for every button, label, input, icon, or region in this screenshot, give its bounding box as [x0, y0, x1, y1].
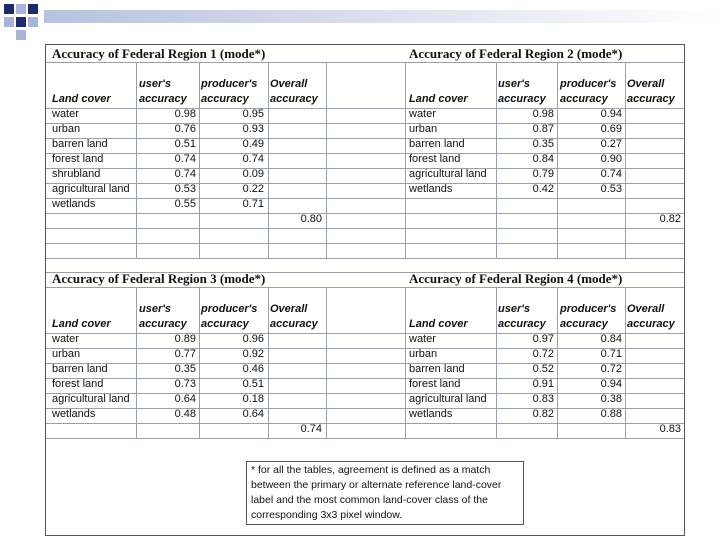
producers-accuracy: 0.38	[600, 393, 622, 405]
producers-accuracy: 0.64	[242, 408, 264, 420]
landcover-name: forest land	[52, 153, 104, 165]
producers-accuracy: 0.09	[242, 168, 264, 180]
landcover-name: water	[409, 108, 436, 120]
producers-accuracy: 0.53	[600, 183, 622, 195]
gradient-bar	[0, 0, 720, 44]
users-accuracy: 0.77	[174, 348, 196, 360]
grid-line	[46, 287, 684, 288]
grid-line	[46, 228, 684, 229]
users-accuracy: 0.84	[532, 153, 554, 165]
grid-line	[326, 287, 327, 438]
grid-line	[136, 287, 137, 438]
table-title: Accuracy of Federal Region 2 (mode*)	[409, 46, 623, 61]
grid-line	[199, 62, 200, 258]
header-users-2: accuracy	[498, 318, 546, 330]
header-landcover: Land cover	[52, 93, 111, 105]
producers-accuracy: 0.90	[600, 153, 622, 165]
header-producers-2: accuracy	[560, 318, 608, 330]
header-users-1: user's	[498, 303, 530, 315]
producers-accuracy: 0.96	[242, 333, 264, 345]
landcover-name: agricultural land	[52, 393, 130, 405]
header-producers-2: accuracy	[560, 93, 608, 105]
users-accuracy: 0.74	[174, 168, 196, 180]
producers-accuracy: 0.27	[600, 138, 622, 150]
deco-square	[28, 4, 38, 14]
grid-line	[46, 243, 684, 244]
header-overall-1: Overall	[270, 303, 308, 315]
landcover-name: wetlands	[52, 198, 96, 210]
grid-line	[46, 62, 684, 63]
users-accuracy: 0.48	[174, 408, 196, 420]
header-users-1: user's	[139, 78, 171, 90]
header-users-2: accuracy	[139, 93, 187, 105]
landcover-name: water	[409, 333, 436, 345]
landcover-name: urban	[409, 123, 438, 135]
deco-square	[16, 30, 26, 40]
grid-line	[326, 62, 327, 258]
producers-accuracy: 0.74	[600, 168, 622, 180]
header-producers-2: accuracy	[201, 318, 249, 330]
users-accuracy: 0.53	[174, 183, 196, 195]
producers-accuracy: 0.49	[242, 138, 264, 150]
users-accuracy: 0.55	[174, 198, 196, 210]
producers-accuracy: 0.51	[242, 378, 264, 390]
landcover-name: agricultural land	[409, 168, 487, 180]
grid-line	[46, 198, 684, 199]
users-accuracy: 0.72	[532, 348, 554, 360]
grid-line	[46, 213, 684, 214]
deco-square	[4, 4, 14, 14]
header-overall-2: accuracy	[627, 93, 675, 105]
users-accuracy: 0.64	[174, 393, 196, 405]
users-accuracy: 0.35	[532, 138, 554, 150]
landcover-name: barren land	[409, 363, 465, 375]
header-users-1: user's	[139, 303, 171, 315]
table-title: Accuracy of Federal Region 3 (mode*)	[52, 271, 266, 286]
grid-line	[625, 287, 626, 438]
overall-accuracy: 0.80	[300, 213, 322, 225]
header-overall-1: Overall	[627, 303, 665, 315]
producers-accuracy: 0.69	[600, 123, 622, 135]
grid-line	[557, 62, 558, 258]
header-users-1: user's	[498, 78, 530, 90]
header-overall-1: Overall	[270, 78, 308, 90]
producers-accuracy: 0.18	[242, 393, 264, 405]
producers-accuracy: 0.71	[242, 198, 264, 210]
landcover-name: barren land	[409, 138, 465, 150]
header-producers-1: producer's	[201, 303, 258, 315]
deco-square	[4, 17, 14, 27]
producers-accuracy: 0.95	[242, 108, 264, 120]
overall-accuracy: 0.83	[659, 423, 681, 435]
users-accuracy: 0.74	[174, 153, 196, 165]
users-accuracy: 0.42	[532, 183, 554, 195]
grid-line	[46, 258, 684, 259]
deco-square	[28, 17, 38, 27]
users-accuracy: 0.91	[532, 378, 554, 390]
overall-accuracy: 0.74	[300, 423, 322, 435]
grid-line	[268, 62, 269, 258]
header-users-2: accuracy	[498, 93, 546, 105]
landcover-name: forest land	[409, 378, 461, 390]
producers-accuracy: 0.74	[242, 153, 264, 165]
header-producers-2: accuracy	[201, 93, 249, 105]
landcover-name: wetlands	[409, 408, 453, 420]
landcover-name: agricultural land	[52, 183, 130, 195]
producers-accuracy: 0.72	[600, 363, 622, 375]
footnote-box: * for all the tables, agreement is defined as a match between the primary or alternate reference land-cover label and the most common land-cover class of the corresponding 3x3 pixel window.	[246, 461, 524, 525]
landcover-name: water	[52, 333, 79, 345]
users-accuracy: 0.98	[532, 108, 554, 120]
users-accuracy: 0.89	[174, 333, 196, 345]
users-accuracy: 0.76	[174, 123, 196, 135]
header-overall-1: Overall	[627, 78, 665, 90]
header-overall-2: accuracy	[270, 318, 318, 330]
producers-accuracy: 0.94	[600, 108, 622, 120]
producers-accuracy: 0.88	[600, 408, 622, 420]
header-users-2: accuracy	[139, 318, 187, 330]
landcover-name: wetlands	[52, 408, 96, 420]
header-landcover: Land cover	[409, 93, 468, 105]
landcover-name: forest land	[409, 153, 461, 165]
landcover-name: barren land	[52, 363, 108, 375]
deco-square	[16, 17, 26, 27]
landcover-name: urban	[409, 348, 438, 360]
users-accuracy: 0.35	[174, 363, 196, 375]
header-producers-1: producer's	[560, 78, 617, 90]
users-accuracy: 0.52	[532, 363, 554, 375]
grid-line	[496, 62, 497, 258]
header-overall-2: accuracy	[270, 93, 318, 105]
landcover-name: barren land	[52, 138, 108, 150]
grid-line	[496, 287, 497, 438]
users-accuracy: 0.79	[532, 168, 554, 180]
users-accuracy: 0.97	[532, 333, 554, 345]
table-title: Accuracy of Federal Region 4 (mode*)	[409, 271, 623, 286]
grid-line	[46, 423, 684, 424]
header-overall-2: accuracy	[627, 318, 675, 330]
header-producers-1: producer's	[560, 303, 617, 315]
users-accuracy: 0.82	[532, 408, 554, 420]
header-producers-1: producer's	[201, 78, 258, 90]
landcover-name: shrubland	[52, 168, 101, 180]
grid-line	[405, 62, 406, 258]
overall-accuracy: 0.82	[659, 213, 681, 225]
producers-accuracy: 0.94	[600, 378, 622, 390]
header-landcover: Land cover	[409, 318, 468, 330]
landcover-name: urban	[52, 123, 81, 135]
producers-accuracy: 0.46	[242, 363, 264, 375]
producers-accuracy: 0.93	[242, 123, 264, 135]
producers-accuracy: 0.22	[242, 183, 264, 195]
grid-line	[46, 438, 684, 439]
grid-line	[199, 287, 200, 438]
slide-decoration	[0, 0, 720, 44]
producers-accuracy: 0.84	[600, 333, 622, 345]
deco-square	[16, 4, 26, 14]
users-accuracy: 0.51	[174, 138, 196, 150]
grid-line	[405, 287, 406, 438]
grid-line	[268, 287, 269, 438]
users-accuracy: 0.83	[532, 393, 554, 405]
grid-line	[625, 62, 626, 258]
users-accuracy: 0.98	[174, 108, 196, 120]
users-accuracy: 0.73	[174, 378, 196, 390]
grid-line	[557, 287, 558, 438]
grid-line	[136, 62, 137, 258]
producers-accuracy: 0.92	[242, 348, 264, 360]
landcover-name: agricultural land	[409, 393, 487, 405]
landcover-name: urban	[52, 348, 81, 360]
table-title: Accuracy of Federal Region 1 (mode*)	[52, 46, 266, 61]
producers-accuracy: 0.71	[600, 348, 622, 360]
landcover-name: wetlands	[409, 183, 453, 195]
landcover-name: forest land	[52, 378, 104, 390]
header-landcover: Land cover	[52, 318, 111, 330]
users-accuracy: 0.87	[532, 123, 554, 135]
landcover-name: water	[52, 108, 79, 120]
